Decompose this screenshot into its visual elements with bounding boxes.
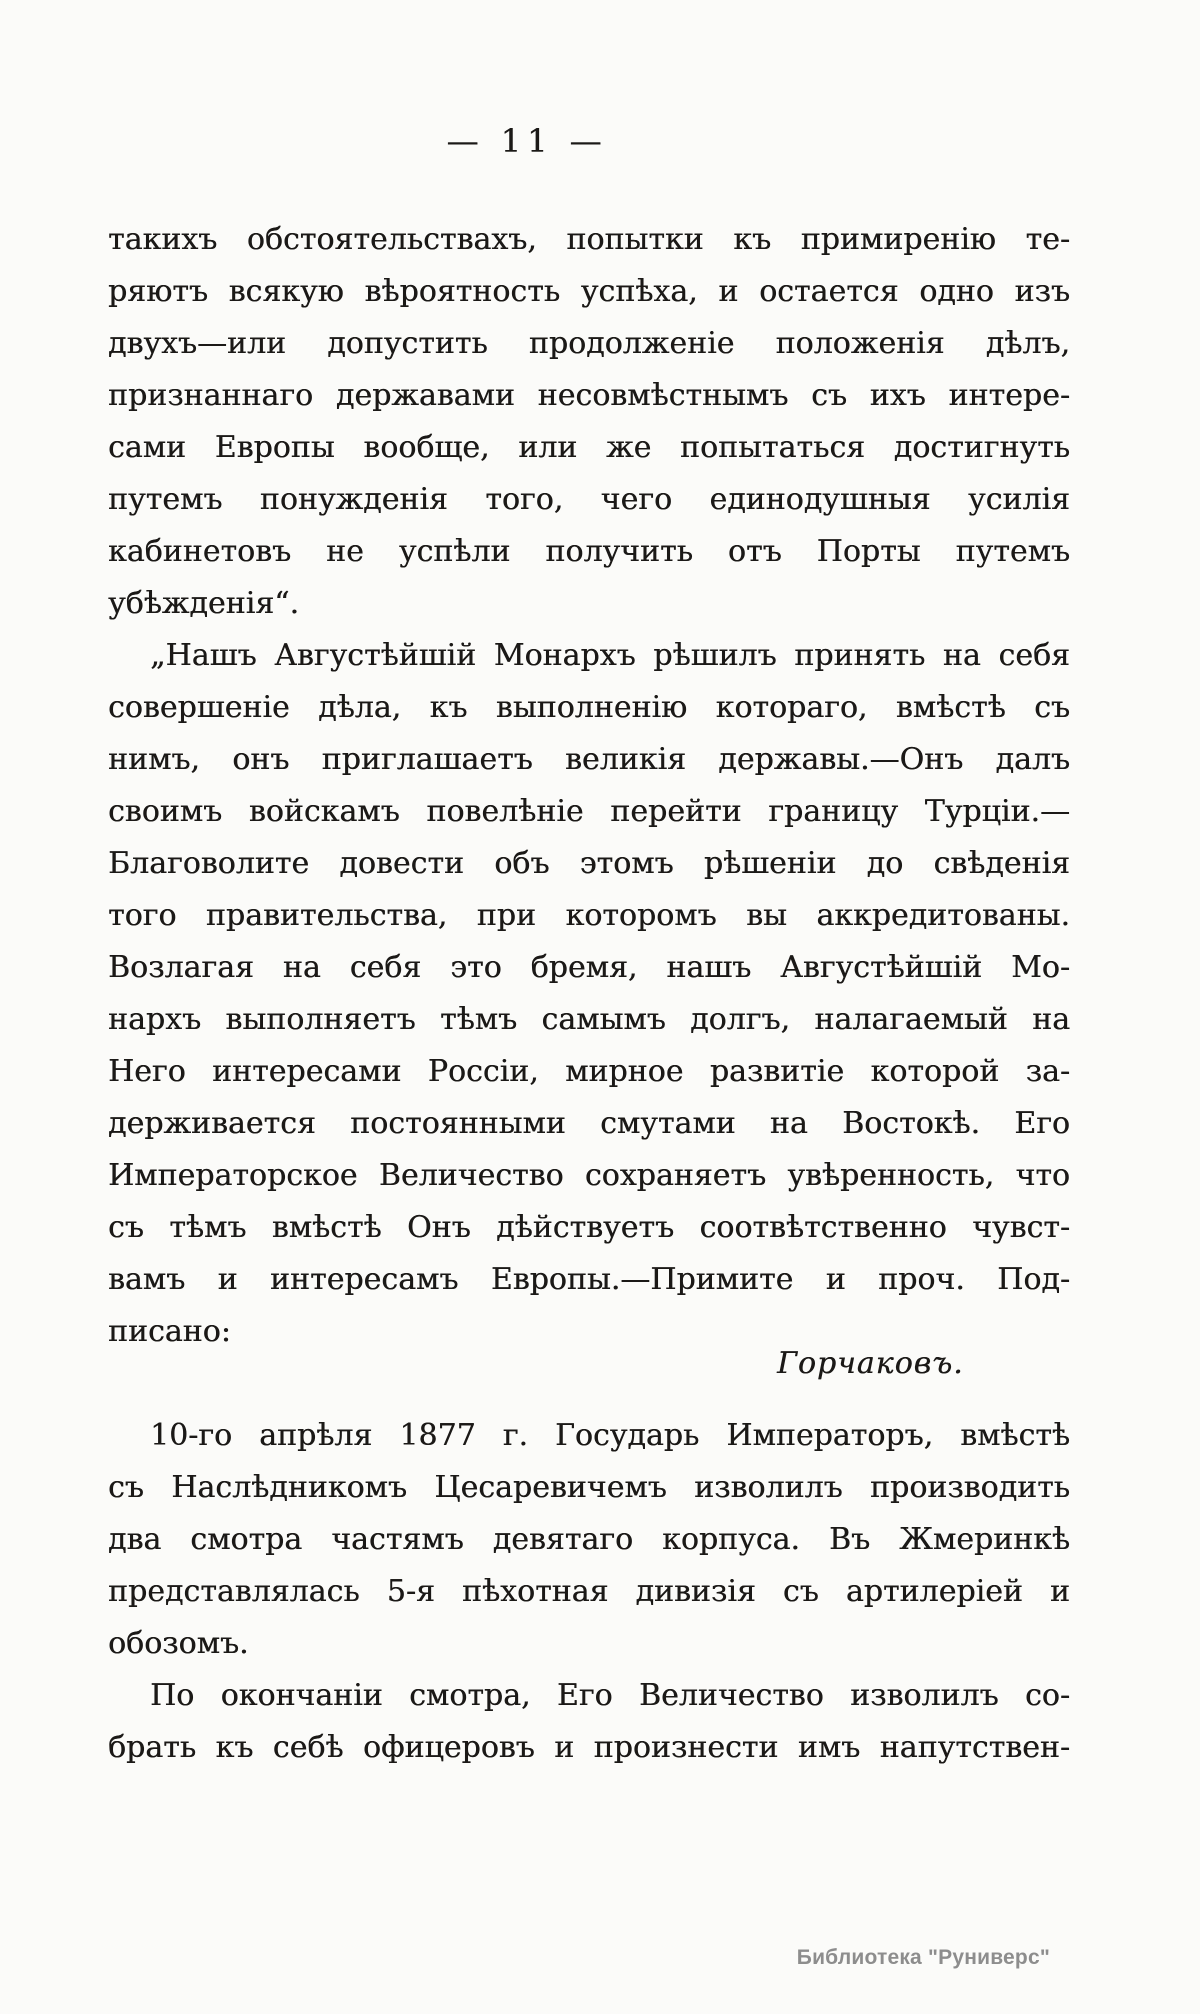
- text-line: писано:: [108, 1314, 231, 1349]
- text-line: 10-го апрѣля 1877 г. Государь Императоръ, вмѣстѣ: [150, 1418, 1070, 1453]
- text-block: [108, 214, 1070, 1774]
- text-line: такихъ обстоятельствахъ, попытки къ примиренію те-: [108, 222, 1070, 257]
- text-line: совершеніе дѣла, къ выполненію котораго, вмѣстѣ съ: [108, 690, 1070, 725]
- text-line: нимъ, онъ приглашаетъ великія державы.—Онъ далъ: [108, 742, 1070, 777]
- text-line: двухъ—или допустить продолженіе положенія дѣлъ,: [108, 326, 1070, 361]
- text-line: своимъ войскамъ повелѣніе перейти границу Турціи.—: [108, 794, 1070, 829]
- text-line: нархъ выполняетъ тѣмъ самымъ долгъ, налагаемый на: [108, 1002, 1070, 1037]
- text-line: убѣжденія“.: [108, 586, 300, 621]
- text-line: Благоволите довести объ этомъ рѣшеніи до свѣденія: [108, 846, 1070, 881]
- text-line: „Нашъ Августѣйшій Монархъ рѣшилъ принять на себя: [150, 638, 1070, 673]
- text-line: Возлагая на себя это бремя, нашъ Августѣйшій Мо-: [108, 950, 1070, 985]
- text-line: представлялась 5-я пѣхотная дивизія съ артилеріей и: [108, 1574, 1070, 1609]
- text-line: По окончаніи смотра, Его Величество изволилъ со-: [150, 1678, 1070, 1713]
- text-line: ряютъ всякую вѣроятность успѣха, и остается одно изъ: [108, 274, 1070, 309]
- text-line: Императорское Величество сохраняетъ увѣренность, что: [108, 1158, 1070, 1193]
- text-line: держивается постоянными смутами на Востокѣ. Его: [108, 1106, 1070, 1141]
- page-number: — 11 —: [446, 122, 608, 160]
- text-line: Него интересами Россіи, мирное развитіе которой за-: [108, 1054, 1070, 1089]
- text-line: съ тѣмъ вмѣстѣ Онъ дѣйствуетъ соотвѣтственно чувст-: [108, 1210, 1070, 1245]
- text-line: два смотра частямъ девятаго корпуса. Въ Жмеринкѣ: [108, 1522, 1070, 1557]
- text-line: кабинетовъ не успѣли получить отъ Порты путемъ: [108, 534, 1070, 569]
- text-line: вамъ и интересамъ Европы.—Примите и проч. Под-: [108, 1262, 1070, 1297]
- book-page: [0, 120, 1200, 2014]
- text-line: признаннаго державами несовмѣстнымъ съ ихъ интере-: [108, 378, 1070, 413]
- text-line: сами Европы вообще, или же попытаться достигнуть: [108, 430, 1070, 465]
- text-line: обозомъ.: [108, 1626, 249, 1661]
- text-line: съ Наслѣдникомъ Цесаревичемъ изволилъ производить: [108, 1470, 1070, 1505]
- text-line: путемъ понужденія того, чего единодушныя усилія: [108, 482, 1070, 517]
- library-watermark: Библиотека "Руниверс": [796, 1946, 1050, 1969]
- text-line: брать къ себѣ офицеровъ и произнести имъ напутствен-: [108, 1730, 1070, 1765]
- signature-line: Горчаковъ.: [777, 1346, 964, 1381]
- text-line: того правительства, при которомъ вы аккредитованы.: [108, 898, 1070, 933]
